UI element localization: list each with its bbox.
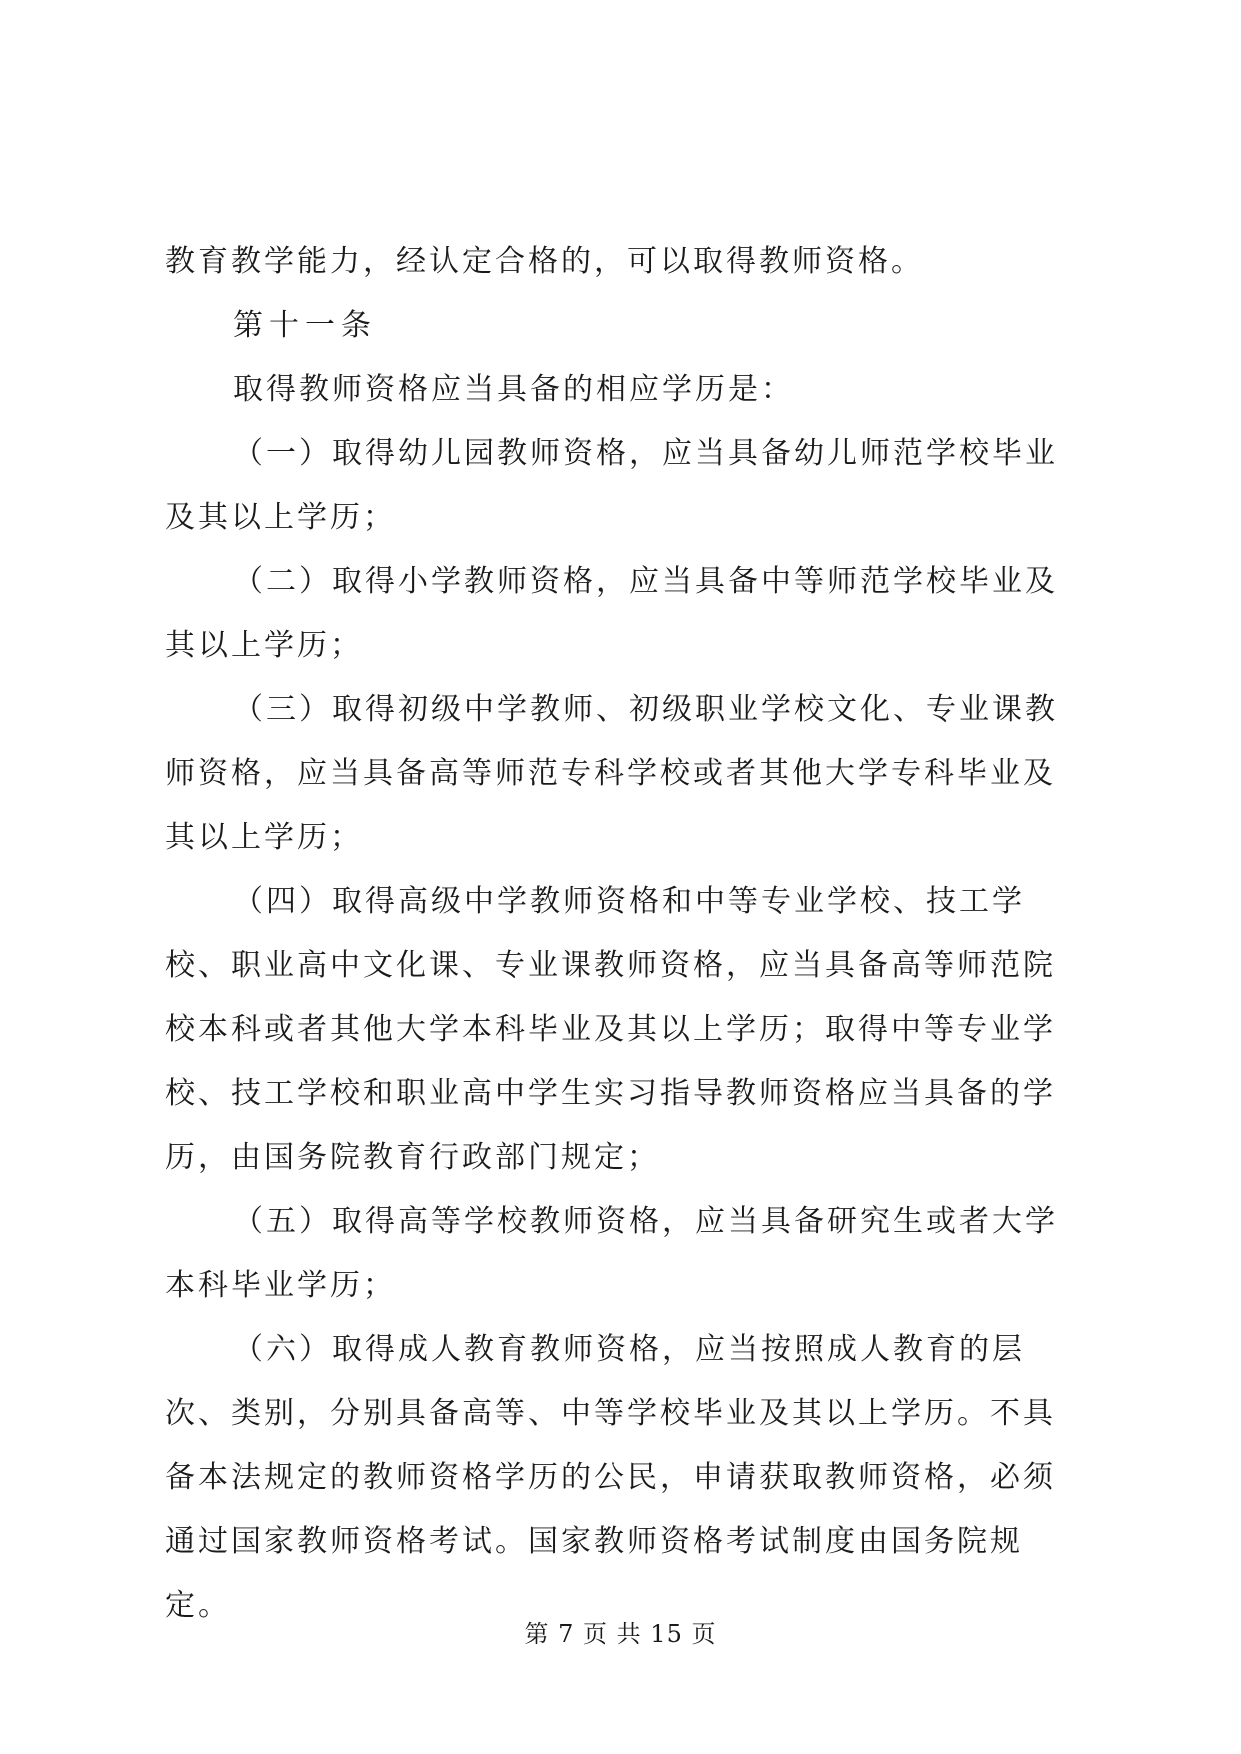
list-item-6: （六）取得成人教育教师资格，应当按照成人教育的层次、类别，分别具备高等、中等学校毕业及其以上学历。不具备本法规定的教师资格学历的公民，申请获取教师资格，必须通过国家教师资格考试。国家教师资格考试制度由国务院规定。: [165, 1332, 1056, 1623]
article-heading: 第十一条: [233, 308, 377, 343]
page-number-footer: 第 7 页 共 15 页: [524, 1620, 717, 1648]
list-item-5: （五）取得高等学校教师资格，应当具备研究生或者大学本科毕业学历；: [165, 1204, 1058, 1303]
paragraph-continuation: 教育教学能力，经认定合格的，可以取得教师资格。: [165, 244, 924, 279]
list-item-1: （一）取得幼儿园教师资格，应当具备幼儿师范学校毕业及其以上学历；: [165, 436, 1058, 535]
paragraph-intro: 取得教师资格应当具备的相应学历是：: [233, 372, 794, 407]
list-item-3: （三）取得初级中学教师、初级职业学校文化、专业课教师资格，应当具备高等师范专科学校或者其他大学专科毕业及其以上学历；: [165, 692, 1058, 855]
list-item-4: （四）取得高级中学教师资格和中等专业学校、技工学校、职业高中文化课、专业课教师资格，应当具备高等师范院校本科或者其他大学本科毕业及其以上学历；取得中等专业学校、技工学校和职业高中学生实习指导教师资格应当具备的学历，由国务院教育行政部门规定；: [165, 884, 1056, 1175]
list-item-2: （二）取得小学教师资格，应当具备中等师范学校毕业及其以上学历；: [165, 564, 1058, 663]
document-body: [165, 230, 1085, 1638]
